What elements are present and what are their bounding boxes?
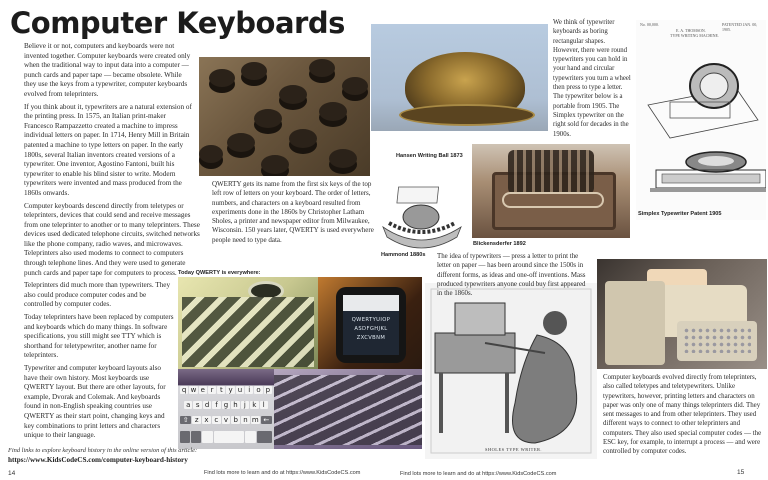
phone-key[interactable]: t	[217, 386, 225, 394]
phone-key[interactable]: m	[251, 416, 259, 424]
hammond-typewriter-drawing	[375, 183, 467, 249]
phone-key[interactable]: q	[181, 386, 187, 394]
phone-key[interactable]: j	[241, 401, 249, 409]
phone-key[interactable]: x	[202, 416, 211, 424]
watch-key-row-1: QWERTYUIOP	[351, 317, 391, 323]
today-qwerty-caption: Today QWERTY is everywhere:	[178, 270, 261, 276]
typewriter-keys-photo	[199, 57, 370, 176]
qwerty-paragraph: QWERTY gets its name from the first six keys of the top left row of letters on your keyboard. The order of letters, numbers, and characters on a keyboard resulted from experiments done in the 1860s by Christopher Latham Sholes, a printer and newspaper editor from Milwaukee, Wisconsin. 150 years later, QWERTY is used everywhere people need to type data.	[212, 180, 374, 244]
online-note: Find links to explore keyboard history in the online version of this article:	[8, 447, 198, 454]
shift-key[interactable]: ⇧	[180, 416, 191, 424]
backspace-key[interactable]: ←	[261, 416, 272, 424]
phone-key[interactable]: d	[204, 401, 210, 409]
emoji-key[interactable]	[180, 431, 190, 443]
phone-key-row-1	[180, 386, 272, 394]
phone-key[interactable]: l	[260, 401, 268, 409]
round-typewriters-paragraph: We think of typewriter keyboards as boring rectangular shapes. However, there were round typewriters you can hold in your hand and circular typewriters you turn a wheel then press to type a letter. The typewriter below is a portable from 1905. The Simplex typewriter on the right sold for decades in the 1900s.	[553, 19, 631, 138]
layouts-paragraph: Typewriter and computer keyboard layouts also have their own history. Most keyboards use QWERTY layout. But there are other layouts, for example, Dvorak and Colemak. And keyboards found in non-English speaking countries use QWERTY as their start point, changing keys and key combinations to print letters and characters unique to their language.	[24, 364, 166, 440]
phone-key[interactable]: a	[184, 401, 192, 409]
comma-key[interactable]	[202, 431, 212, 443]
page-title: Computer Keyboards	[10, 6, 345, 40]
phone-key[interactable]: p	[265, 386, 271, 394]
tty-paragraph: Today teleprinters have been replaced by computers and keyboards which do many things. In software specifications, you still might see TTY which is shorthand for teletypewriter, another name for teleprinters.	[24, 313, 174, 360]
phone-key-row-3	[180, 416, 272, 424]
teleprinters-paragraph: Computer keyboards descend directly from teletypes or teleprinters, devices that could send and receive messages from one teleprinter to another or to many teleprinters. These devices used dedicated telephone circuits, switched networks like the phone company, radio waves, and microwaves. Teleprinters also used modems to connect to computers through telephone lines. And they were used to generate punch cards and paper tape for computers to process.	[24, 201, 200, 277]
page-number-left: 14	[8, 470, 16, 477]
phone-key[interactable]: s	[193, 401, 201, 409]
phone-key[interactable]: o	[256, 386, 261, 394]
phone-key[interactable]: i	[245, 386, 253, 394]
phone-key[interactable]: k	[250, 401, 258, 409]
intro-paragraph: Believe it or not, computers and keyboards were not invented together. Computer keyboards were created only when the traditional way to input data into a computer — punch cards and paper tape — became obsolete. While they use the keys from a typewriter, computer keyboards evolved from teleprinters.	[24, 42, 191, 98]
period-key[interactable]	[245, 431, 255, 443]
watch-key-row-2: ASDFGHJKL	[354, 326, 388, 332]
phone-key[interactable]: z	[192, 416, 201, 424]
footer-tagline-right: Find lots more to learn and do at https://www.KidsCodeCS.com	[400, 471, 557, 477]
space-key[interactable]	[214, 431, 245, 443]
phone-key[interactable]: n	[241, 416, 250, 424]
printing-press-paragraph: If you think about it, typewriters are a natural extension of the printing press. In 1575, an Italian print-maker Francesco Rampazzetto created a machine to impress individual letters on paper. In 1714, Henry Mill in Britain patented a machine to type letters on paper. In the early 1800s, several Italian inventors created versions of a typewriter. One inventor, Agostino Fantoni, built his typewriter to enable his blind sister to write. Modern typewriters were invented and mass produced from the 1860s onwards.	[24, 102, 192, 197]
phone-key-row-2	[184, 401, 268, 409]
patent-illustration	[636, 20, 766, 220]
phone-key-row-4	[180, 431, 272, 443]
left-column-text	[24, 42, 200, 444]
phone-keyboard-photo	[178, 369, 274, 449]
simplex-patent-drawing	[636, 20, 766, 220]
phone-key[interactable]: w	[190, 386, 197, 394]
sholes-caption: SHOLES TYPE WRITER.	[485, 447, 543, 452]
keypad-photo	[178, 277, 318, 369]
footer-tagline-left: Find lots more to learn and do at https://www.KidsCodeCS.com	[204, 470, 361, 476]
blickensderfer-photo	[472, 144, 630, 238]
phone-key[interactable]: e	[200, 386, 205, 394]
hammond-caption: Hammond 1880s	[381, 252, 426, 258]
laptop-keyboard-photo	[272, 369, 422, 449]
teleprinter-paragraph: Computer keyboards evolved directly from teleprinters, also called teletypes and teletypewriters. Unlike typewriters, however, printing letters and characters on paper was only one of many things teleprinters did. They sent messages to and from other teleprinters. They used different ways to connect to other teleprinters and computers. They also used special computer codes — the ESC key, for example, to interrupt a process — and were controlled by computer codes.	[603, 374, 762, 456]
phone-key[interactable]: y	[226, 386, 234, 394]
phone-key[interactable]: g	[223, 401, 229, 409]
page-number-right: 15	[737, 469, 745, 476]
patent-date: PATENTED JAN. 00, 1905.	[722, 22, 758, 32]
watch-key-row-3: ZXCVBNM	[356, 335, 386, 341]
patent-inventor: E. A. THOMSON.	[676, 28, 706, 33]
sholes-engraving	[425, 283, 597, 459]
hammond-illustration	[375, 183, 467, 249]
hansen-caption: Hansen Writing Ball 1873	[396, 153, 463, 159]
teleprinters-more-paragraph: Teleprinters did much more than typewriters. They also could produce computer codes and be controlled by computer codes.	[24, 281, 171, 309]
sholes-typewriter-illustration	[425, 283, 597, 459]
enter-key[interactable]	[257, 431, 272, 443]
phone-key[interactable]: h	[233, 401, 238, 409]
phone-key[interactable]: c	[212, 416, 221, 424]
phone-key[interactable]: r	[208, 386, 216, 394]
simplex-caption: Simplex Typewriter Patent 1905	[638, 211, 722, 217]
blickensderfer-caption: Blickensderfer 1892	[473, 241, 526, 247]
idea-paragraph: The idea of typewriters — press a letter to print the letter on paper — has been around since the 1500s in different forms, as ideas and one-off inventions. Mass produced typewriters anyone could buy first appeared in the 1860s.	[437, 253, 586, 298]
patent-title: TYPE WRITING MACHINE.	[670, 33, 719, 38]
settings-key[interactable]	[191, 431, 201, 443]
smartwatch-photo	[318, 277, 422, 371]
article-url-link[interactable]: https://www.KidsCodeCS.com/computer-keyboard-history	[8, 456, 188, 464]
patent-number: No. 00,000.	[640, 22, 659, 27]
phone-key[interactable]: v	[222, 416, 231, 424]
teleprinter-photo	[597, 259, 767, 369]
hansen-writing-ball-photo	[371, 24, 548, 131]
phone-key[interactable]: f	[212, 401, 220, 409]
phone-key[interactable]: u	[237, 386, 243, 394]
phone-key[interactable]: b	[231, 416, 240, 424]
